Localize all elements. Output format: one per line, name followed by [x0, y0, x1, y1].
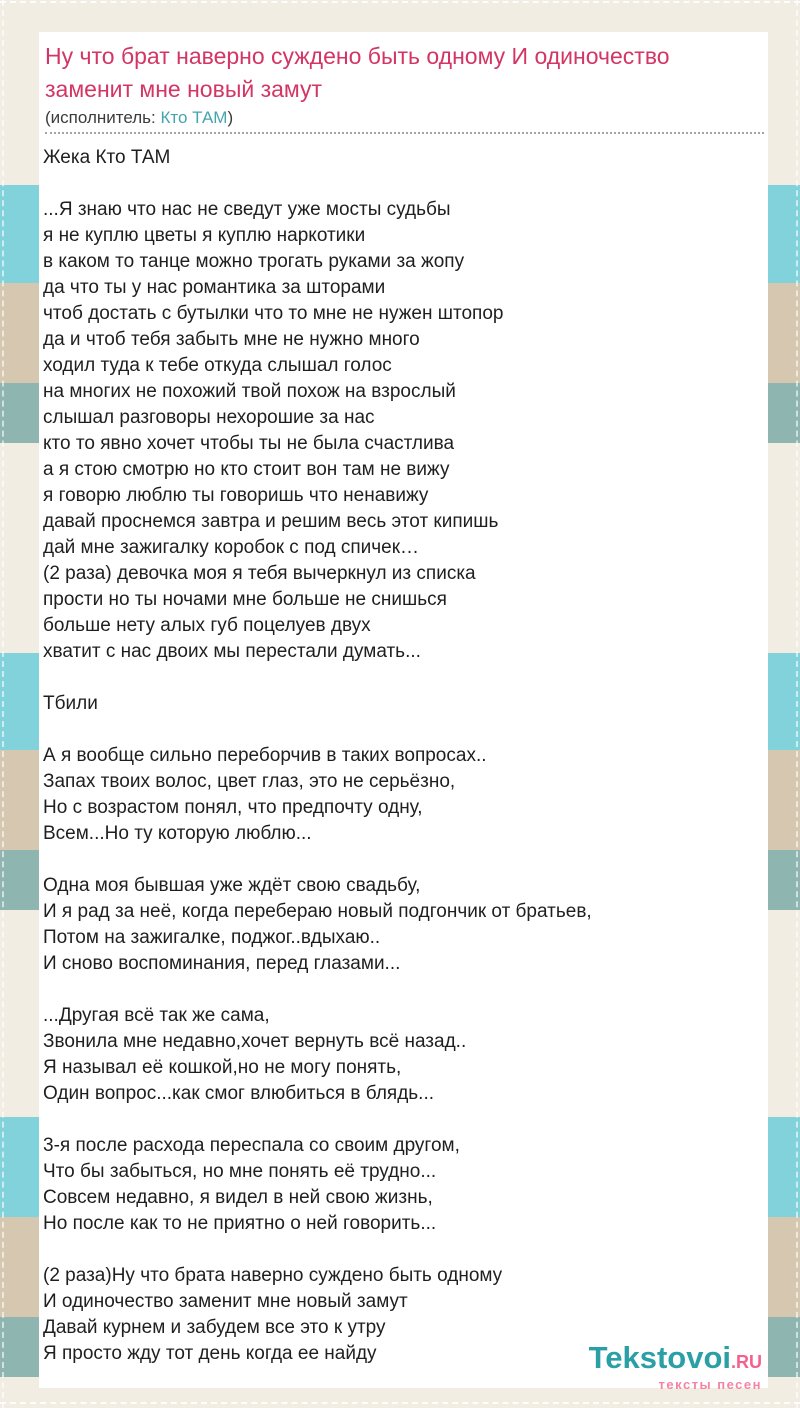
- lyric-line: Я просто жду тот день когда ее найду: [43, 1343, 377, 1364]
- logo-wordmark: [589, 1342, 762, 1380]
- lyric-line: ходил туда к тебе откуда слышал голос: [43, 355, 392, 376]
- lyric-line: больше нету алых губ поцелуев двух: [43, 615, 371, 636]
- stitch-line-top: [0, 1, 800, 3]
- lyric-line: [43, 665, 764, 691]
- logo-domain-suffix: .RU: [731, 1352, 762, 1372]
- lyric-line: [43, 717, 764, 743]
- lyric-line: а я стою смотрю но кто стоит вон там не вижу: [43, 459, 450, 480]
- lyric-line: Но с возрастом понял, что предпочту одну,: [43, 797, 423, 818]
- lyric-line: Но после как то не приятно о ней говорить...: [43, 1213, 437, 1234]
- logo-tagline: тексты песен: [658, 1377, 762, 1392]
- lyric-line: Один вопрос...как смог влюбиться в блядь...: [43, 1083, 435, 1104]
- site-logo[interactable]: [589, 1342, 762, 1391]
- lyric-line: Одна моя бывшая уже ждёт свою свадьбу,: [43, 875, 421, 896]
- lyrics-card: [39, 32, 768, 1392]
- lyric-line: Тбили: [43, 693, 98, 714]
- dotted-separator: [45, 132, 764, 134]
- lyric-line: [43, 847, 764, 873]
- lyric-line: Что бы забыться, но мне понять её трудно...: [43, 1161, 437, 1182]
- lyric-line: И я рад за неё, когда перебераю новый подгончик от братьев,: [43, 901, 592, 922]
- stitch-line-left: [2, 0, 4, 1408]
- artist-label-prefix: (исполнитель:: [45, 108, 161, 127]
- logo-brand-text: Tekstovoi: [588, 1340, 731, 1375]
- artist-line: [45, 108, 764, 127]
- lyric-line: [43, 977, 764, 1003]
- lyric-line: [43, 1107, 764, 1133]
- lyric-line: Всем...Но ту которую люблю...: [43, 823, 312, 844]
- lyric-line: Запах твоих волос, цвет глаз, это не серьёзно,: [43, 771, 456, 792]
- lyric-line: дай мне зажигалку коробок с под спичек…: [43, 537, 420, 558]
- lyric-line: Совсем недавно, я видел в ней свою жизнь,: [43, 1187, 433, 1208]
- lyric-line: Давай курнем и забудем все это к утру: [43, 1317, 386, 1338]
- lyric-line: слышал разговоры нехорошие за нас: [43, 407, 375, 428]
- lyric-line: И сново воспоминания, перед глазами...: [43, 953, 401, 974]
- lyric-line: давай проснемся завтра и решим весь этот кипишь: [43, 511, 499, 532]
- lyric-line: Звонила мне недавно,хочет вернуть всё назад..: [43, 1031, 467, 1052]
- lyric-line: (2 раза) девочка моя я тебя вычеркнул из списка: [43, 563, 476, 584]
- page-title-line-1: Ну что брат наверно суждено быть одному И одиночество: [45, 43, 670, 69]
- lyric-line: (2 раза)Ну что брата наверно суждено быть одному: [43, 1265, 503, 1286]
- lyric-line: да что ты у нас романтика за шторами: [43, 277, 386, 298]
- lyric-line: [43, 171, 764, 197]
- lyric-line: я говорю люблю ты говоришь что ненавижу: [43, 485, 429, 506]
- lyric-line: прости но ты ночами мне больше не снишься: [43, 589, 447, 610]
- lyric-line: ...Я знаю что нас не сведут уже мосты судьбы: [43, 199, 451, 220]
- page-title-line-2: заменит мне новый замут: [45, 76, 323, 102]
- lyric-line: кто то явно хочет чтобы ты не была счастлива: [43, 433, 455, 454]
- lyric-line: Я называл её кошкой,но не могу понять,: [43, 1057, 402, 1078]
- lyric-line: я не куплю цветы я куплю наркотики: [43, 225, 366, 246]
- lyric-line: 3-я после расхода переспала со своим другом,: [43, 1135, 460, 1156]
- lyric-line: хватит с нас двоих мы перестали думать...: [43, 641, 421, 662]
- page-title: [45, 40, 764, 106]
- lyric-line: в каком то танце можно трогать руками за жопу: [43, 251, 465, 272]
- artist-label-suffix: ): [227, 108, 234, 127]
- lyric-line: Потом на зажигалке, поджог..вдыхаю..: [43, 927, 381, 948]
- lyric-line: А я вообще сильно переборчив в таких вопросах..: [43, 745, 487, 766]
- lyric-line: ...Другая всё так же сама,: [43, 1005, 270, 1026]
- stitch-line-right: [796, 0, 798, 1408]
- lyric-line: Жека Кто ТАМ: [43, 147, 171, 168]
- lyric-line: чтоб достать с бутылки что то мне не нужен штопор: [43, 303, 504, 324]
- lyric-line: на многих не похожий твой похож на взрослый: [43, 381, 456, 402]
- lyric-line: И одиночество заменит мне новый замут: [43, 1291, 408, 1312]
- lyrics-text-block: [43, 145, 764, 1367]
- lyric-line: да и чтоб тебя забыть мне не нужно много: [43, 329, 420, 350]
- stitch-line-bottom: [0, 1402, 800, 1404]
- artist-link[interactable]: Кто ТАМ: [160, 108, 228, 127]
- lyric-line: [43, 1237, 764, 1263]
